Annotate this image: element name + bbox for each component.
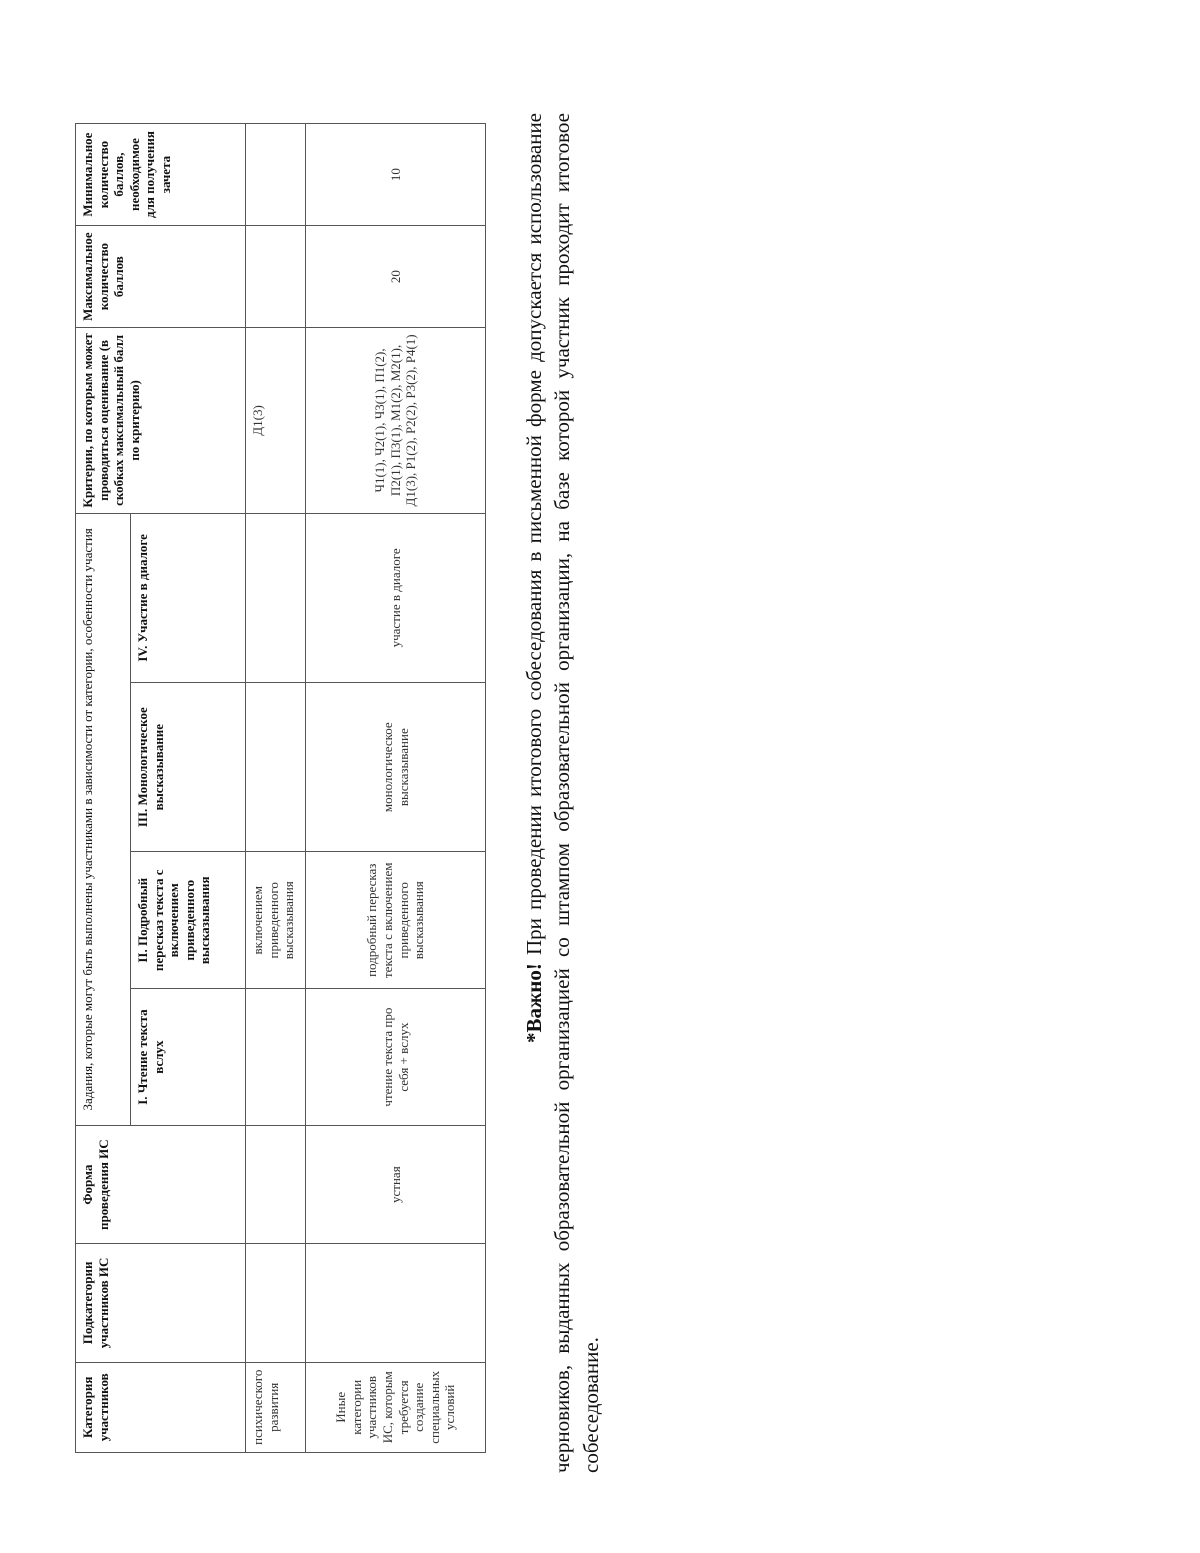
cell-max-score	[246, 226, 306, 328]
header-task3: III. Монологическое высказывание	[131, 683, 246, 852]
header-tasks-group: Задания, которые могут быть выполнены участниками в зависимости от категории, особенности участия	[76, 513, 131, 1125]
important-note	[520, 113, 605, 1473]
header-task1: I. Чтение текста вслух	[131, 989, 246, 1126]
cell-subcategory	[246, 1244, 306, 1362]
cell-form	[246, 1126, 306, 1244]
cell-subcategory	[306, 1244, 486, 1362]
cell-category: психического развития	[246, 1362, 306, 1452]
cell-task1	[246, 989, 306, 1126]
cell-task4	[246, 513, 306, 682]
cell-task2: подробный пересказ текста с включением приведенного высказывания	[306, 852, 486, 989]
cell-max-score: 20	[306, 226, 486, 328]
cell-category: Иные категории участников ИС, которым требуется создание специальных условий	[306, 1362, 486, 1452]
header-criteria: Критерии, по которым может проводиться оценивание (в скобках максимальный балл по критерию)	[76, 328, 246, 514]
cell-min-score: 10	[306, 124, 486, 226]
cell-form: устная	[306, 1126, 486, 1244]
table-row	[246, 124, 306, 1453]
header-task2: II. Подробный пересказ текста с включением приведенного высказывания	[131, 852, 246, 989]
header-subcategory: Подкатегории участников ИС	[76, 1244, 246, 1362]
cell-task3: монологическое высказывание	[306, 683, 486, 852]
cell-criteria: Ч1(1), Ч2(1), Ч3(1), П1(2), П2(1), П3(1), М1(2), М2(1), Д1(3), Р1(2), Р2(2), Р3(2), Р4(1)	[306, 328, 486, 514]
note-text: При проведении итогового собеседования в письменной форме допускается использование черновиков, выданных образовательной организацией со штампом образовательной организации, на базе которой участник проходит итоговое собеседование.	[522, 113, 603, 1473]
note-lead: *Важно!	[522, 963, 546, 1043]
cell-task4: участие в диалоге	[306, 513, 486, 682]
table-row	[306, 124, 486, 1453]
header-min-score: Минимальное количество баллов, необходимое для получения зачета	[76, 124, 246, 226]
header-category: Категория участников	[76, 1362, 246, 1452]
cell-criteria: Д1(3)	[246, 328, 306, 514]
header-max-score: Максимальное количество баллов	[76, 226, 246, 328]
cell-task1: чтение текста про себя + вслух	[306, 989, 486, 1126]
assessment-table	[75, 123, 486, 1453]
cell-task2: включением приведенного высказывания	[246, 852, 306, 989]
cell-task3	[246, 683, 306, 852]
header-form: Форма проведения ИС	[76, 1126, 246, 1244]
cell-min-score	[246, 124, 306, 226]
header-task4: IV. Участие в диалоге	[131, 513, 246, 682]
